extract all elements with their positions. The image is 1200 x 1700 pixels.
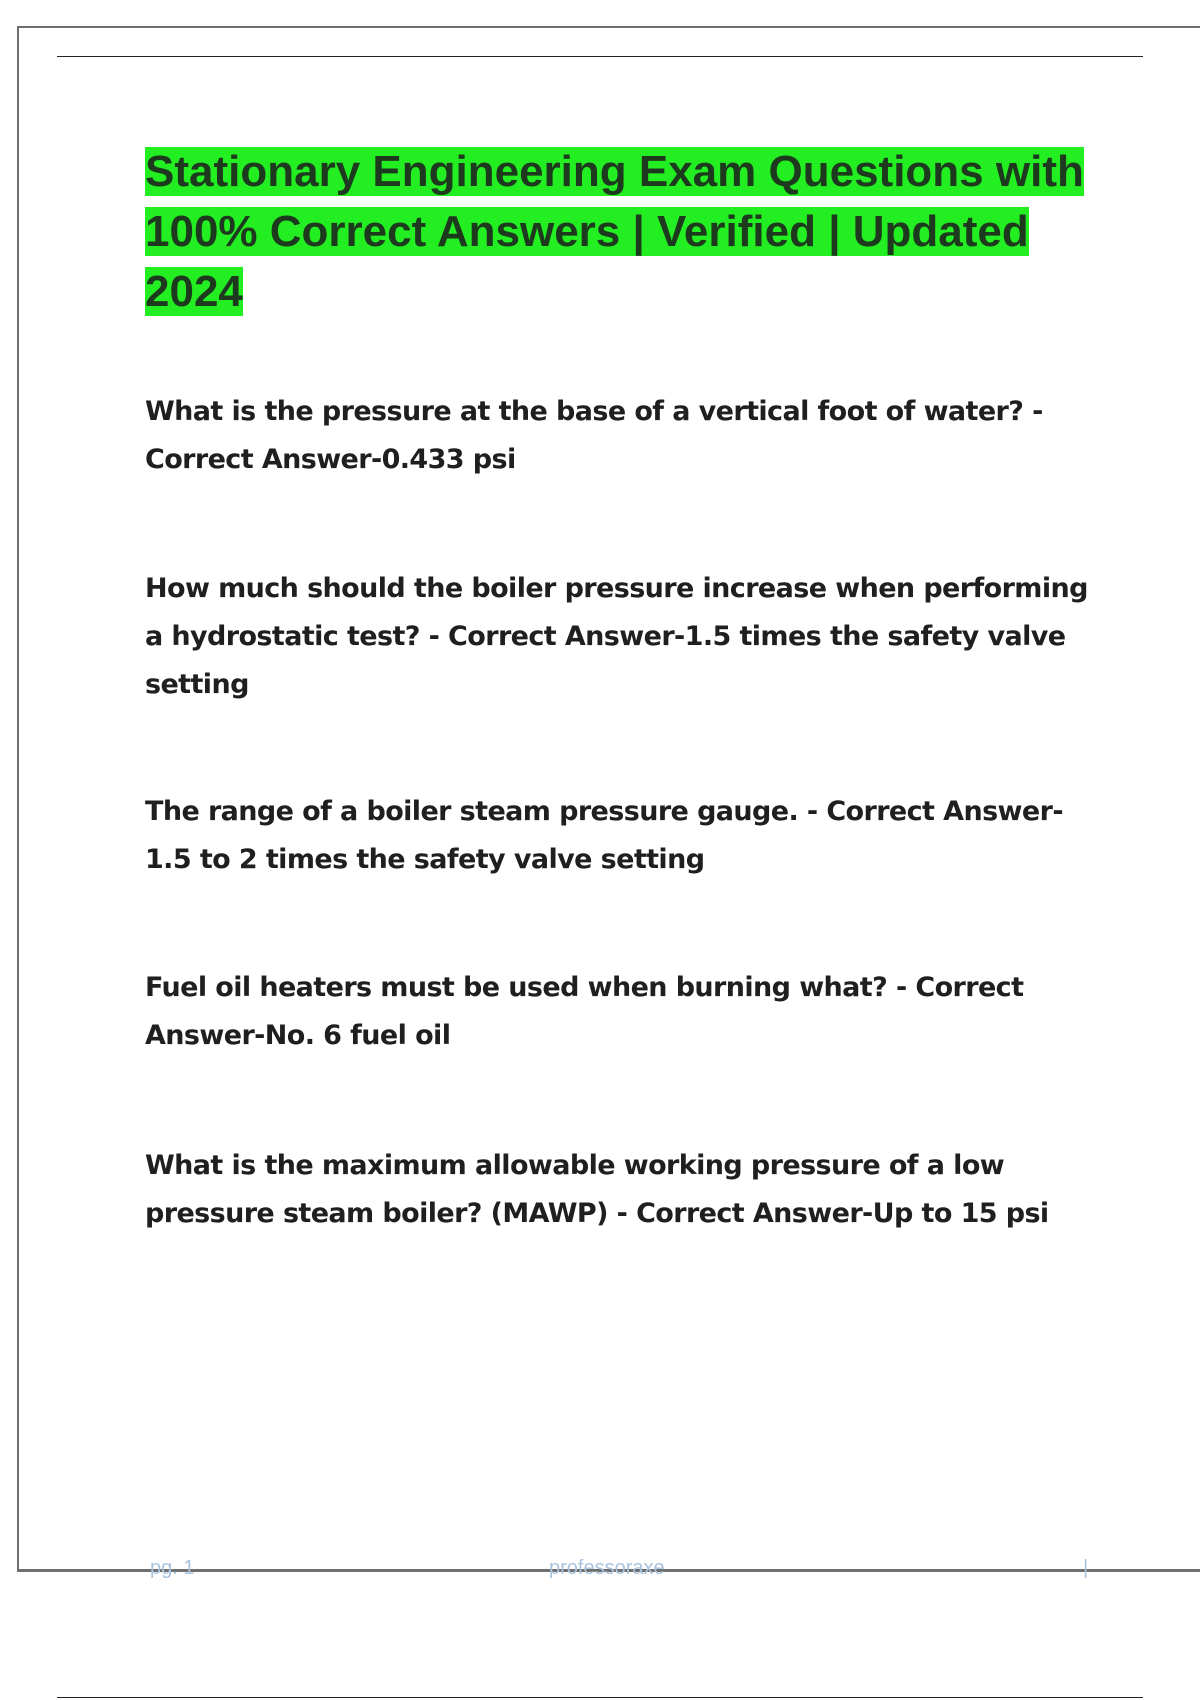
qa-item-3: The range of a boiler steam pressure gauge. - Correct Answer-1.5 to 2 times the safety valve setting xyxy=(145,796,1063,875)
header-rule xyxy=(57,56,1143,57)
qa-item-4: Fuel oil heaters must be used when burning what? - Correct Answer-No. 6 fuel oil xyxy=(145,972,1024,1051)
footer-rule xyxy=(57,1697,1143,1698)
document-title xyxy=(145,142,1085,322)
qa-item-1: What is the pressure at the base of a vertical foot of water? - Correct Answer-0.433 psi xyxy=(145,396,1043,475)
footer-author: professoraxe xyxy=(549,1557,665,1579)
qa-item-2: How much should the boiler pressure increase when performing a hydrostatic test? - Correct Answer-1.5 times the safety valve setting xyxy=(145,573,1088,700)
qa-item-5: What is the maximum allowable working pressure of a low pressure steam boiler? (MAWP) - Correct Answer-Up to 15 psi xyxy=(145,1150,1049,1229)
footer-mark: | xyxy=(1083,1557,1089,1579)
title-highlight: Stationary Engineering Exam Questions with 100% Correct Answers | Verified | Updated 2024 xyxy=(145,147,1084,316)
footer-page-number: pg. 1 xyxy=(150,1557,195,1579)
